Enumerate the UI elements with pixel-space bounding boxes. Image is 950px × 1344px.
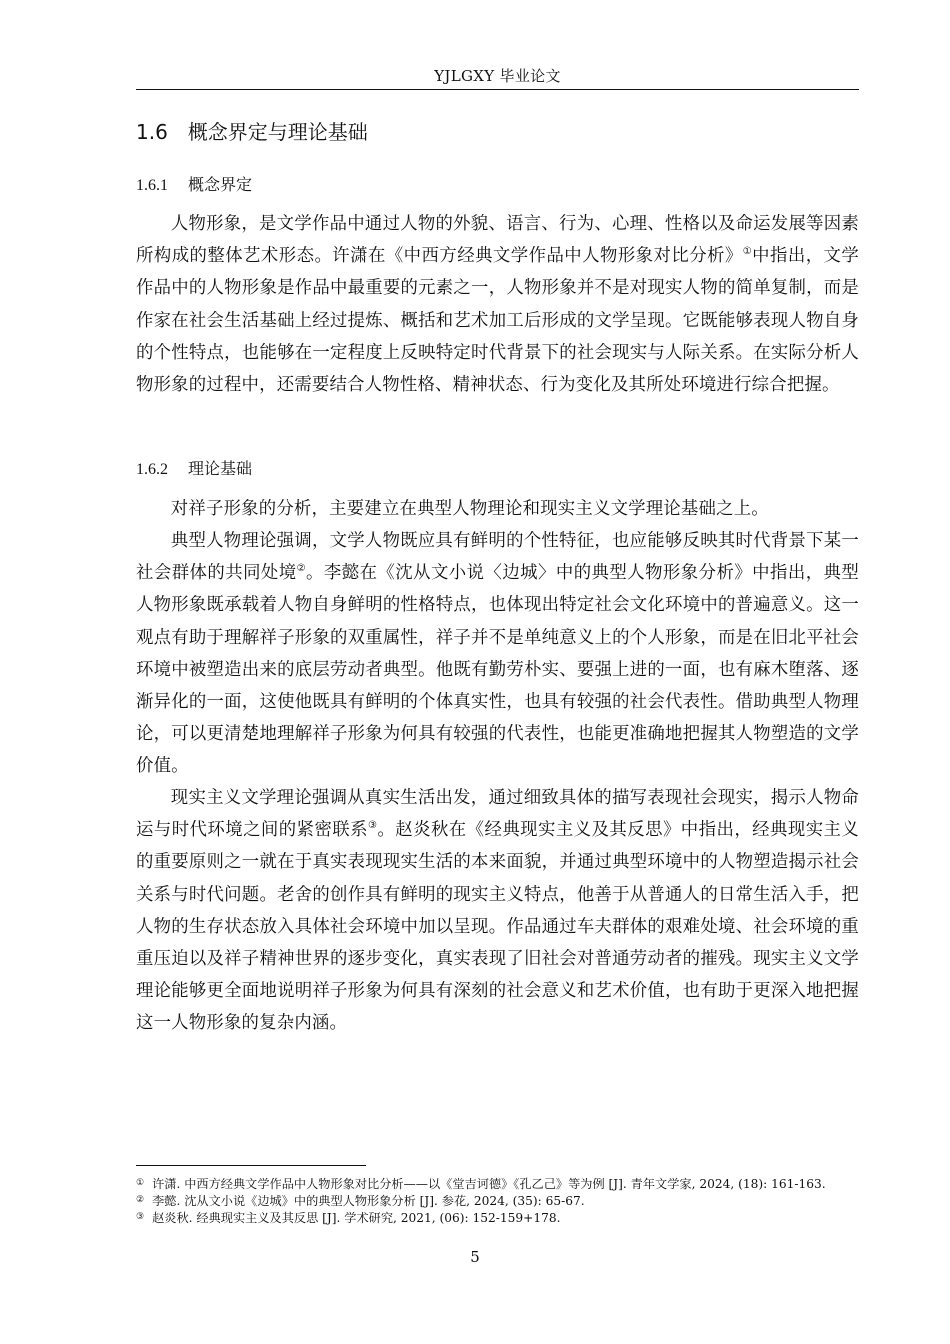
paragraph-text: 现实主义文学理论强调从真实生活出发，通过细致具体的描写表现社会现实，揭示人物命运与时代环境之间的紧密联系 bbox=[136, 788, 859, 841]
subsection-heading-theory bbox=[136, 458, 252, 481]
section-heading bbox=[136, 120, 368, 144]
footnote-text: 李懿. 沈从文小说《边城》中的典型人物形象分析 [J]. 参花, 2024, (35): 65-67. bbox=[152, 1194, 585, 1208]
footnote-mark: ② bbox=[136, 1195, 145, 1205]
header-rule bbox=[136, 89, 859, 90]
subsection-number: 1.6.1 bbox=[136, 177, 168, 194]
footnotes bbox=[136, 1176, 846, 1227]
footnote-reference: ① bbox=[742, 246, 753, 258]
subsection-number: 1.6.2 bbox=[136, 461, 168, 478]
footnote-separator bbox=[136, 1165, 366, 1166]
paragraph-concept-definition bbox=[136, 208, 859, 401]
paragraph-text: 。赵炎秋在《经典现实主义及其反思》中指出，经典现实主义的重要原则之一就在于真实表现现实生活的本来面貌，并通过典型环境中的人物塑造揭示社会关系与时代问题。老舍的创作具有鲜明的现实主义特点，他善于从普通人的日常生活入手，把人物的生存状态放入具体社会环境中加以呈现。作品通过车夫群体的艰难处境、社会环境的重重压迫以及祥子精神世界的逐步变化，真实表现了旧社会对普通劳动者的摧残。现实主义文学理论能够更全面地说明祥子形象为何具有深刻的社会意义和艺术价值，也有助于更深入地把握这一人物形象的复杂内涵。 bbox=[136, 820, 859, 1034]
section-number: 1.6 bbox=[136, 120, 168, 144]
running-header: YJLGXY 毕业论文 bbox=[434, 67, 561, 85]
subsection-heading-concept bbox=[136, 174, 252, 197]
paragraph-text: 。李懿在《沈从文小说〈边城〉中的典型人物形象分析》中指出，典型人物形象既承载着人物自身鲜明的性格特点，也体现出特定社会文化环境中的普遍意义。这一观点有助于理解祥子形象的双重属性，祥子并不是单纯意义上的个人形象，而是在旧北平社会环境中被塑造出来的底层劳动者典型。他既有勤劳朴实、要强上进的一面，也有麻木堕落、逐渐异化的一面，这使他既具有鲜明的个体真实性，也具有较强的社会代表性。借助典型人物理论，可以更清楚地理解祥子形象为何具有较强的代表性，也能更准确地把握其人物塑造的文学价值。 bbox=[136, 563, 859, 777]
paragraph-text: 中指出，文学作品中的人物形象是作品中最重要的元素之一，人物形象并不是对现实人物的简单复制，而是作家在社会生活基础上经过提炼、概括和艺术加工后形成的文学呈现。它既能够表现人物自身的个性特点，也能够在一定程度上反映特定时代背景下的社会现实与人际关系。在实际分析人物形象的过程中，还需要结合人物性格、精神状态、行为变化及其所处环境进行综合把握。 bbox=[136, 246, 859, 396]
page-number: 5 bbox=[470, 1248, 480, 1266]
subsection-title: 理论基础 bbox=[188, 459, 253, 478]
section-title: 概念界定与理论基础 bbox=[187, 120, 368, 144]
paragraph-theory-intro: 对祥子形象的分析，主要建立在典型人物理论和现实主义文学理论基础之上。 bbox=[170, 499, 769, 519]
paragraph-realism-theory bbox=[136, 782, 859, 1040]
paragraph-text: 人物形象，是文学作品中通过人物的外貌、语言、行为、心理、性格以及命运发展等因素所构成的整体艺术形态。许潇在《中西方经典文学作品中人物形象对比分析》 bbox=[136, 214, 859, 267]
footnote-mark: ③ bbox=[136, 1212, 145, 1222]
footnote bbox=[136, 1210, 846, 1227]
paragraph-typical-character-theory bbox=[136, 525, 859, 783]
footnote-mark: ① bbox=[136, 1178, 145, 1188]
subsection-title: 概念界定 bbox=[188, 175, 253, 194]
footnote-reference: ② bbox=[296, 563, 307, 575]
footnote-text: 许潇. 中西方经典文学作品中人物形象对比分析——以《堂吉诃德》《孔乙己》等为例 [J]. 青年文学家, 2024, (18): 161-163. bbox=[152, 1177, 826, 1191]
footnote bbox=[136, 1176, 846, 1193]
footnote bbox=[136, 1193, 846, 1210]
footnote-text: 赵炎秋. 经典现实主义及其反思 [J]. 学术研究, 2021, (06): 152-159+178. bbox=[152, 1211, 561, 1225]
paragraph-text: 典型人物理论强调，文学人物既应具有鲜明的个性特征，也应能够反映其时代背景下某一社会群体的共同处境 bbox=[136, 531, 859, 584]
footnote-reference: ③ bbox=[368, 820, 378, 832]
